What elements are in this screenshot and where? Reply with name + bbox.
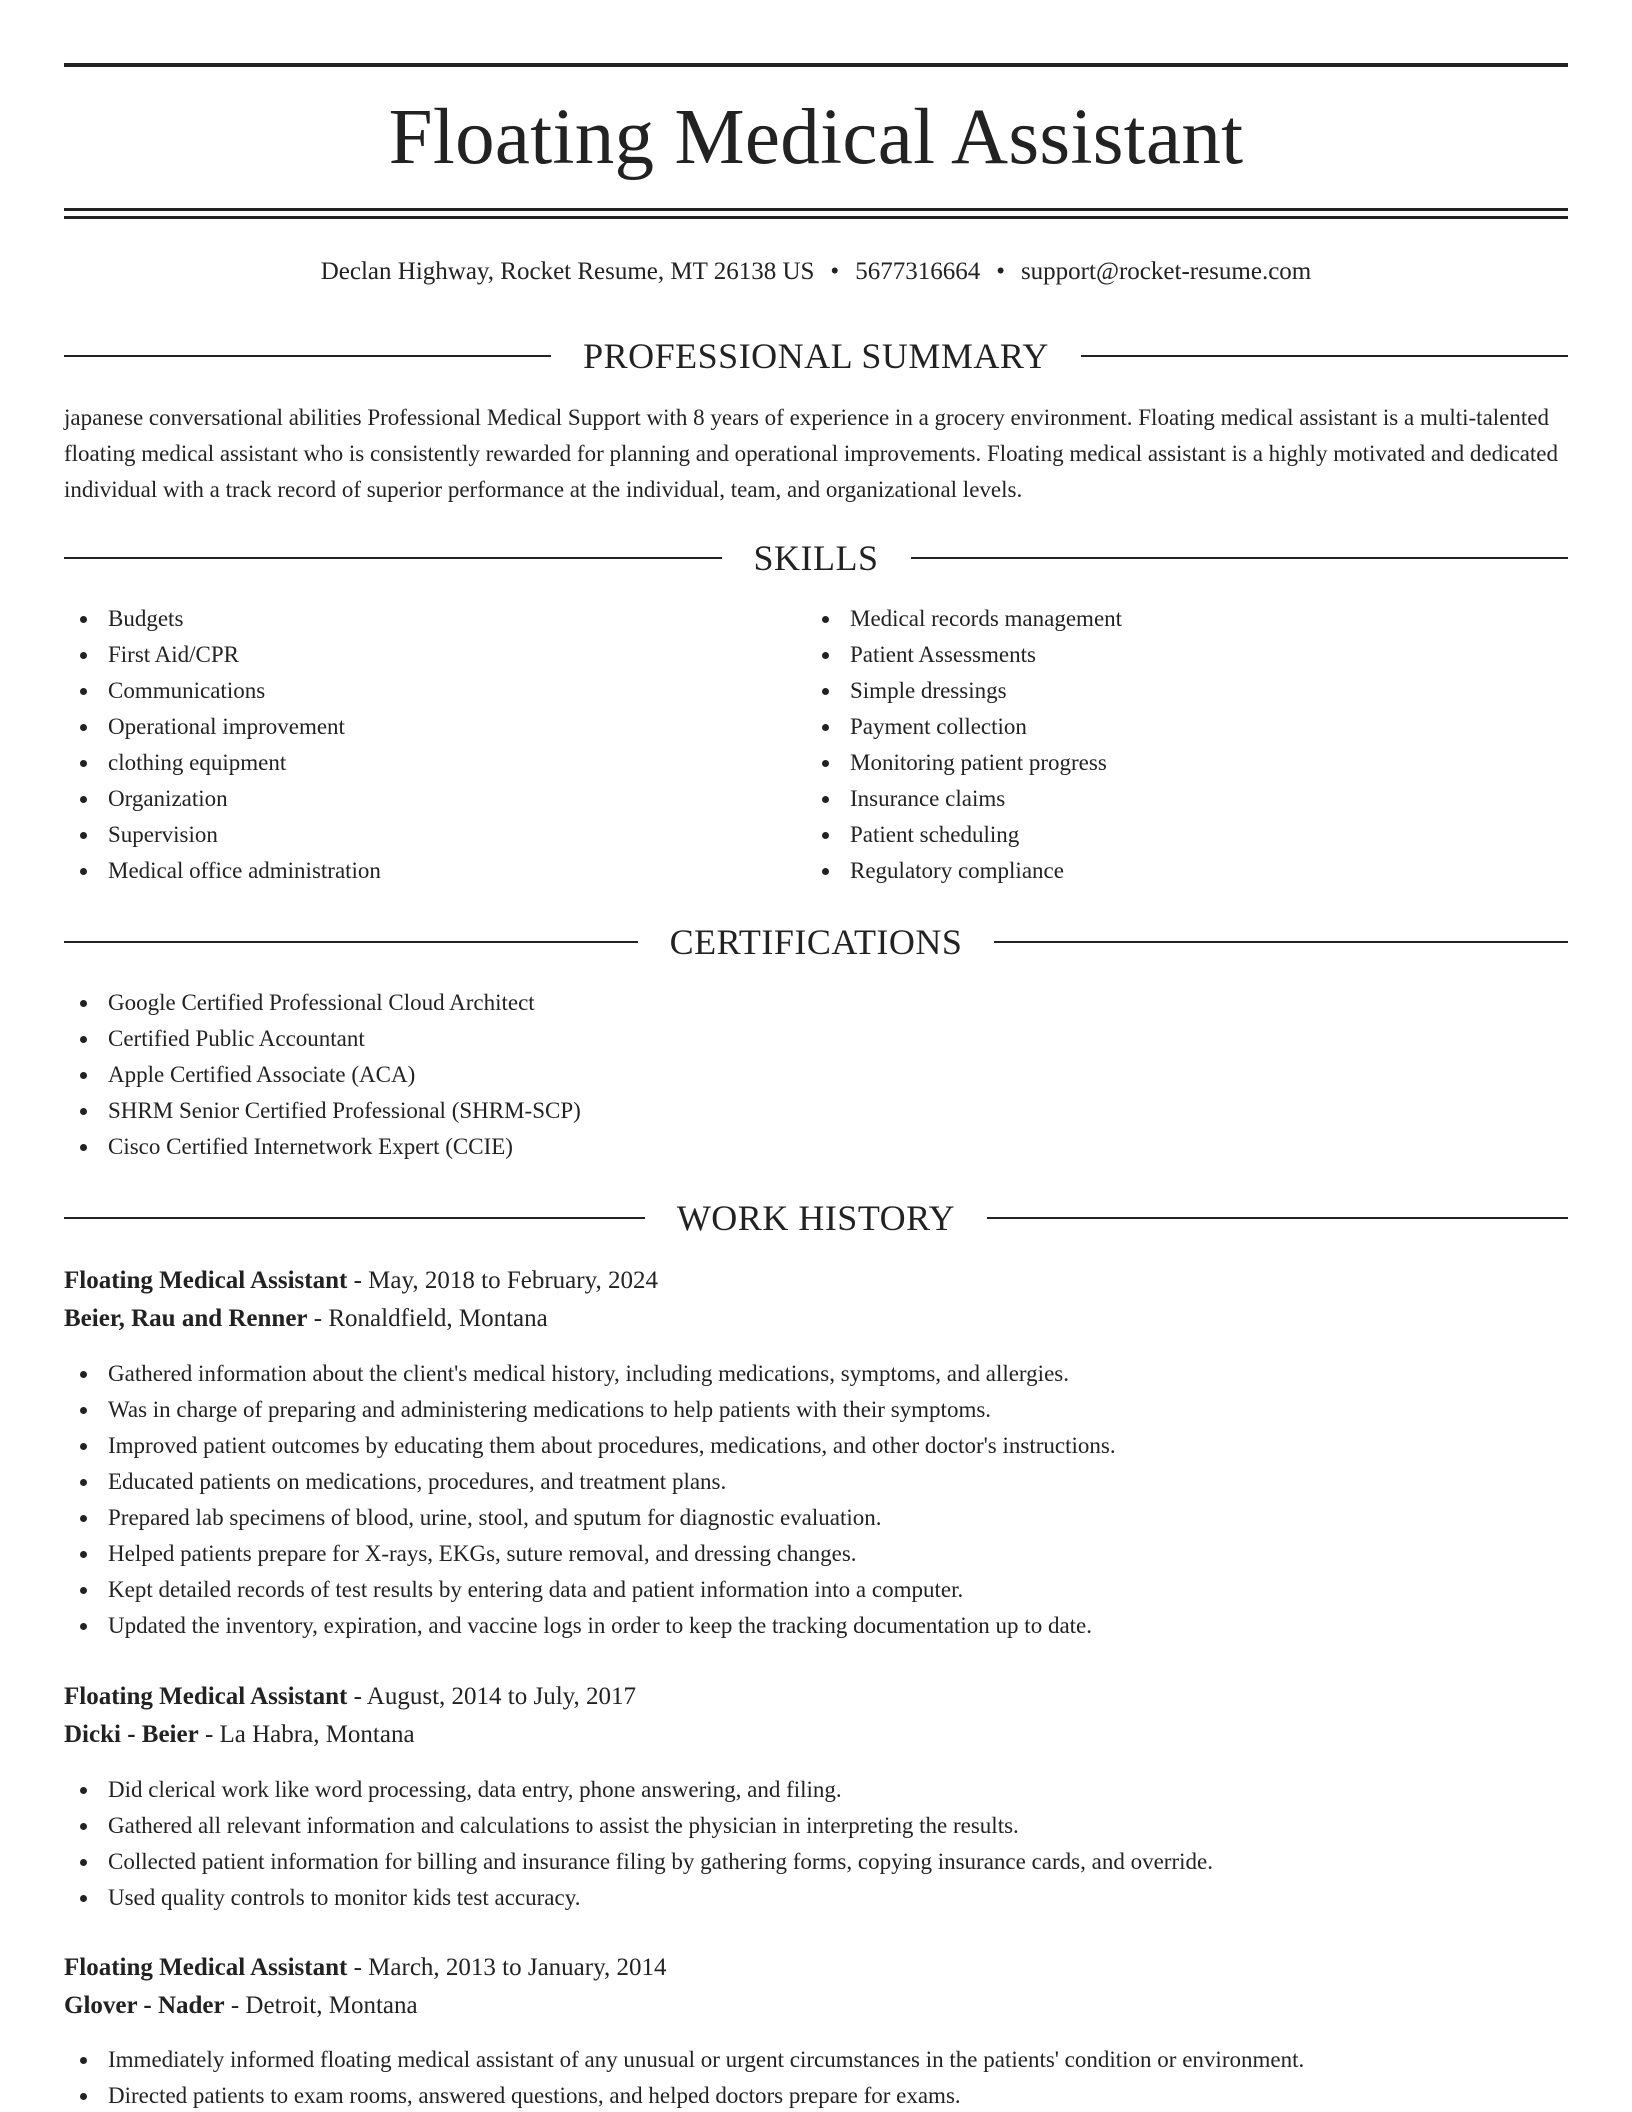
certification-item: Cisco Certified Internetwork Expert (CCIE) — [64, 1129, 1568, 1165]
job-title-line — [64, 1949, 1568, 1987]
contact-separator: • — [830, 258, 840, 285]
job-location: - Detroit, Montana — [224, 1992, 418, 2019]
header-bottom-rule-2 — [64, 216, 1568, 219]
job-duty-item: Educated patients on medications, procedures, and treatment plans. — [64, 1464, 1568, 1500]
job-duty-item: Prepared lab specimens of blood, urine, stool, and sputum for diagnostic evaluation. — [64, 1500, 1568, 1536]
section-heading-work-history — [64, 1196, 1568, 1240]
job-duty-item: Kept detailed records of test results by entering data and patient information into a computer. — [64, 1572, 1568, 1608]
job-duties-list — [64, 2042, 1568, 2112]
contact-email: support@rocket-resume.com — [1020, 258, 1312, 285]
job-company-line — [64, 1716, 1568, 1754]
skill-item: Simple dressings — [806, 673, 1548, 709]
job-duty-item: Immediately informed floating medical assistant of any unusual or urgent circumstances in the patients' condition or environment. — [64, 2042, 1568, 2078]
job-dates: - May, 2018 to February, 2024 — [347, 1267, 658, 1294]
contact-phone: 5677316664 — [855, 258, 981, 285]
skill-item: Communications — [64, 673, 806, 709]
job-duty-item: Was in charge of preparing and administering medications to help patients with their symptoms. — [64, 1392, 1568, 1428]
certifications-list — [64, 985, 1568, 1165]
job-company-line — [64, 1987, 1568, 2025]
skill-item: Insurance claims — [806, 781, 1548, 817]
skill-item: Patient scheduling — [806, 817, 1548, 853]
heading-rule — [64, 1217, 645, 1219]
skill-item: clothing equipment — [64, 745, 806, 781]
summary-text: japanese conversational abilities Professional Medical Support with 8 years of experience in a grocery environment. Floating medical assistant is a multi-talented floating medical assistant who is consistently rewarded for planning and operational improvements. Floating medical assistant is a highly motivated and dedicated individual with a track record of superior performance at the individual, team, and organizational levels. — [64, 405, 1559, 502]
heading-rule — [64, 355, 551, 357]
job-duty-item: Helped patients prepare for X-rays, EKGs, suture removal, and dressing changes. — [64, 1536, 1568, 1572]
job-duty-item: Directed patients to exam rooms, answered questions, and helped doctors prepare for exams. — [64, 2078, 1568, 2112]
skill-item: Budgets — [64, 601, 806, 637]
job-title-line — [64, 1262, 1568, 1300]
job-duty-item: Updated the inventory, expiration, and vaccine logs in order to keep the tracking documentation up to date. — [64, 1608, 1568, 1644]
section-title: CERTIFICATIONS — [669, 922, 963, 962]
skills-list-right — [806, 601, 1548, 889]
skill-item: Medical records management — [806, 601, 1548, 637]
job-duties-list — [64, 1356, 1568, 1644]
page-title: Floating Medical Assistant — [388, 94, 1244, 181]
section-heading-skills — [64, 536, 1568, 580]
job-duty-item: Did clerical work like word processing, data entry, phone answering, and filing. — [64, 1772, 1568, 1808]
job-duty-item: Gathered information about the client's medical history, including medications, symptoms, and allergies. — [64, 1356, 1568, 1392]
job-duties-list — [64, 1772, 1568, 1916]
heading-rule — [994, 941, 1568, 943]
job-location: - La Habra, Montana — [198, 1721, 415, 1748]
heading-rule — [64, 941, 638, 943]
certification-item: Google Certified Professional Cloud Architect — [64, 985, 1568, 1021]
contact-address: Declan Highway, Rocket Resume, MT 26138 US — [320, 258, 815, 285]
job-duty-item: Improved patient outcomes by educating them about procedures, medications, and other doctor's instructions. — [64, 1428, 1568, 1464]
certification-item: Certified Public Accountant — [64, 1021, 1568, 1057]
heading-rule — [987, 1217, 1568, 1219]
contact-separator: • — [996, 258, 1005, 285]
section-title: SKILLS — [753, 538, 879, 578]
skills-list-left — [64, 601, 806, 889]
job-location: - Ronaldfield, Montana — [307, 1305, 548, 1332]
job-company: Glover - Nader — [64, 1992, 225, 2019]
heading-rule — [64, 557, 722, 559]
job-title: Floating Medical Assistant — [64, 1954, 348, 1981]
job-company-line — [64, 1300, 1568, 1338]
job-title: Floating Medical Assistant — [64, 1683, 348, 1710]
job-company: Dicki - Beier — [64, 1721, 199, 1748]
job-duty-item: Used quality controls to monitor kids test accuracy. — [64, 1880, 1568, 1916]
job-duty-item: Collected patient information for billing and insurance filing by gathering forms, copying insurance cards, and override. — [64, 1844, 1568, 1880]
heading-rule — [911, 557, 1569, 559]
skill-item: Payment collection — [806, 709, 1548, 745]
contact-line — [64, 254, 1568, 290]
certification-item: SHRM Senior Certified Professional (SHRM-SCP) — [64, 1093, 1568, 1129]
skill-item: Patient Assessments — [806, 637, 1548, 673]
header-bottom-rule — [64, 208, 1568, 211]
job-dates: - August, 2014 to July, 2017 — [347, 1683, 637, 1710]
section-heading-certifications — [64, 920, 1568, 964]
section-title: WORK HISTORY — [676, 1198, 956, 1238]
skill-item: Monitoring patient progress — [806, 745, 1548, 781]
section-heading-summary — [64, 334, 1568, 378]
skill-item: Medical office administration — [64, 853, 806, 889]
section-title: PROFESSIONAL SUMMARY — [583, 336, 1049, 376]
job-duty-item: Gathered all relevant information and calculations to assist the physician in interpreting the results. — [64, 1808, 1568, 1844]
job-dates: - March, 2013 to January, 2014 — [347, 1954, 667, 1981]
heading-rule — [1081, 355, 1568, 357]
skill-item: Organization — [64, 781, 806, 817]
job-title-line — [64, 1678, 1568, 1716]
job-company: Beier, Rau and Renner — [64, 1305, 308, 1332]
skill-item: Regulatory compliance — [806, 853, 1548, 889]
certification-item: Apple Certified Associate (ACA) — [64, 1057, 1568, 1093]
skill-item: First Aid/CPR — [64, 637, 806, 673]
job-title: Floating Medical Assistant — [64, 1267, 348, 1294]
skill-item: Operational improvement — [64, 709, 806, 745]
header-top-rule — [64, 63, 1568, 67]
skill-item: Supervision — [64, 817, 806, 853]
